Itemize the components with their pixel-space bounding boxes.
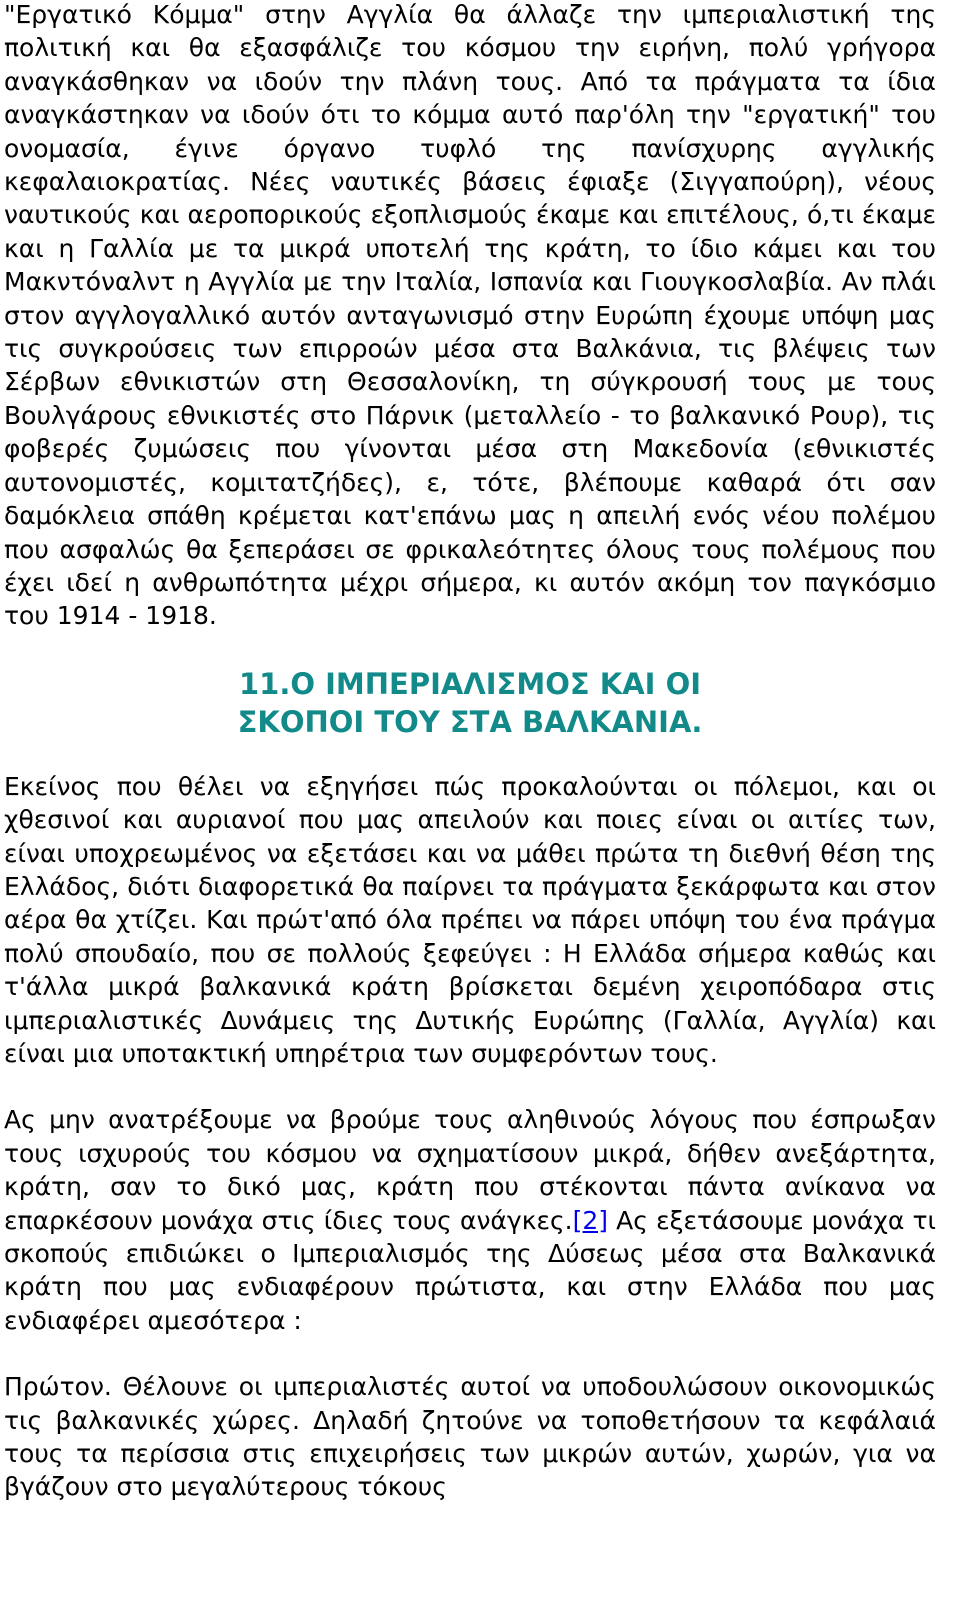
paragraph-intro: "Εργατικό Κόμμα" στην Αγγλία θα άλλαζε την ιμπεριαλιστική της πολιτική και θα εξασφάλιζε του κόσμου την ειρήνη, πολύ γρήγορα αναγκάσθηκαν να ιδούν την πλάνη τους. Από τα πράγματα τα ίδια αναγκάστηκαν να ιδούν ότι το κόμμα αυτό παρ'όλη την "εργατική" του ονομασία, έγινε όργανο τυφλό της πανίσχυρης αγγλικής κεφαλαιοκρατίας. Νέες ναυτικές βάσεις έφιαξε (Σιγγαπούρη), νέους ναυτικούς και αεροπορικούς εξοπλισμούς έκαμε και επιτέλους, ό,τι έκαμε και η Γαλλία με τα μικρά υποτελή της κράτη, το ίδιο κάμει και του Μακντόναλντ η Αγγλία με την Ιταλία, Ισπανία και Γιουγκοσλαβία. Αν πλάι στον αγγλογαλλικό αυτόν ανταγωνισμό στην Ευρώπη έχουμε υπόψη μας τις συγκρούσεις των επιρροών μέσα στα Βαλκάνια, τις βλέψεις των Σέρβων εθνικιστών στη Θεσσαλονίκη, τη σύγκρουσή τους με τους Βουλγάρους εθνικιστές στο Πάρνικ (μεταλλείο - το βαλκανικό Ρουρ), τις φοβερές ζυμώσεις που γίνονται μέσα στη Μακεδονία (εθνικιστές αυτονομιστές, κομιτατζήδες), ε, τότε, βλέπουμε καθαρά ότι σαν δαμόκλεια σπάθη κρέμεται κατ'επάνω μας η απειλή ενός νέου πολέμου που ασφαλώς θα ξεπεράσει σε φρικαλεότητες όλους τους πολέμους που έχει ιδεί η ανθρωπότητα μέχρι σήμερα, κι αυτόν ακόμη τον παγκόσμιο του 1914 - 1918.: [4, 0, 936, 631]
paragraph-first-goal: Πρώτον. Θέλουνε οι ιμπεριαλιστές αυτοί να υποδουλώσουν οικονομικώς τις βαλκανικές χώρες. Δηλαδή ζητούνε να τοποθετήσουν τα κεφάλαιά τους τα περίσσια στις επιχειρήσεις των μικρών αυτών, χωρών, για να βγάζουν στο μεγαλύτερους τόκους: [4, 1372, 936, 1502]
footnote-link[interactable]: [2]: [572, 1205, 608, 1235]
section-heading-line-2: ΣΚΟΠΟΙ ΤΟΥ ΣΤΑ ΒΑΛΚΑΝΙΑ.: [237, 704, 703, 739]
paragraph-spacer: [4, 1070, 936, 1103]
section-heading-line-1: 11.Ο ΙΜΠΕΡΙΑΛΙΣΜΟΣ ΚΑΙ ΟΙ: [238, 666, 702, 701]
section-heading: [4, 665, 936, 741]
paragraph-spacer: [4, 1337, 936, 1370]
document-page: [4, 0, 936, 1504]
paragraph-small-states-text: Ας μην ανατρέξουμε να βρούμε τους αληθινούς λόγους που έσπρωξαν τους ισχυρούς του κόσμου να σχηματίσουν μικρά, δήθεν ανεξάρτητα, κράτη, σαν το δικό μας, κράτη που στέκονται πάντα ανίκανα να επαρκέσουν μονάχα στις ίδιες τους ανάγκες.: [4, 1105, 936, 1235]
paragraph-small-states: [4, 1103, 936, 1337]
paragraph-international-position: Εκείνος που θέλει να εξηγήσει πώς προκαλούνται οι πόλεμοι, και οι χθεσινοί και αυριανοί που μας απειλούν και ποιες είναι οι αιτίες των, είναι υποχρεωμένος να εξετάσει και να μάθει πρώτα τη διεθνή θέση της Ελλάδος, διότι διαφορετικά θα παίρνει τα πράγματα ξεκάρφωτα και στον αέρα θα χτίζει. Και πρώτ'από όλα πρέπει να πάρει υπόψη του ένα πράγμα πολύ σπουδαίο, που σε πολλούς ξεφεύγει : Η Ελλάδα σήμερα καθώς και τ'άλλα μικρά βαλκανικά κράτη βρίσκεται δεμένη χειροπόδαρα στις ιμπεριαλιστικές Δυνάμεις της Δυτικής Ευρώπης (Γαλλία, Αγγλία) και είναι μια υποτακτική υπηρέτρια των συμφερόντων τους.: [4, 771, 936, 1068]
paragraph-small-states-continuation: Ας εξετάσουμε μονάχα τι σκοπούς επιδιώκει ο Ιμπεριαλισμός της Δύσεως μέσα στα Βαλκανικά κράτη που μας ενδιαφέρουν πρώτιστα, και στην Ελλάδα που μας ενδιαφέρει αμεσότερα :: [4, 1205, 936, 1335]
